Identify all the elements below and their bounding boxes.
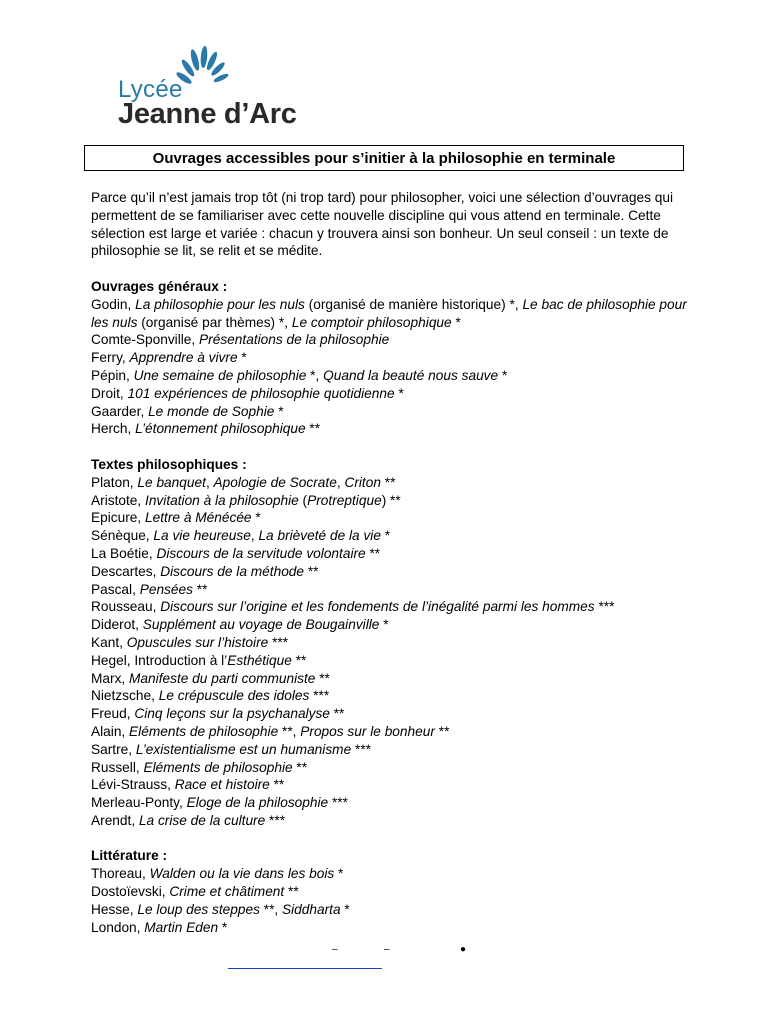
entry-text: Diderot,: [91, 617, 143, 633]
book-title: Le bac de philosophie pour les nuls: [91, 296, 687, 330]
book-entry: [91, 723, 691, 741]
section: [91, 456, 691, 830]
entry-text: **: [434, 723, 450, 739]
entry-text: Kant,: [91, 634, 127, 650]
entry-text: *: [251, 510, 261, 526]
entry-text: *: [340, 901, 350, 917]
book-entry: [91, 563, 691, 581]
book-title: Criton: [344, 474, 381, 490]
book-entry: [91, 403, 691, 421]
entry-text: Russell,: [91, 759, 144, 775]
entry-text: ,: [336, 474, 345, 490]
book-title: Quand la beauté nous sauve: [323, 367, 499, 383]
book-entry: [91, 509, 691, 527]
book-entry: [91, 883, 691, 901]
entry-text: Pépin,: [91, 367, 134, 383]
entry-text: London,: [91, 919, 145, 935]
book-title: La crise de la culture: [138, 812, 266, 828]
book-title: Eléments de philosophie: [143, 759, 293, 775]
book-title: La brièveté de la vie: [258, 528, 381, 544]
book-entry: [91, 759, 691, 777]
book-title: Cinq leçons sur la psychanalyse: [134, 706, 330, 722]
entry-text: ***: [328, 795, 348, 811]
entry-text: **: [305, 421, 321, 437]
book-entry: [91, 420, 691, 438]
book-title: Protreptique: [307, 492, 382, 508]
entry-text: Thoreau,: [91, 866, 150, 882]
entry-text: ***: [594, 599, 615, 615]
entry-text: Sartre,: [91, 741, 136, 757]
book-title: Manifeste du parti communiste: [129, 670, 316, 686]
entry-text: (: [298, 492, 308, 508]
book-title: Le monde de Sophie: [148, 403, 275, 419]
book-entry: [91, 616, 691, 634]
entry-text: Hesse,: [91, 901, 138, 917]
book-entry: [91, 296, 691, 332]
entry-text: **: [192, 581, 208, 597]
book-title: Eloge de la philosophie: [186, 795, 329, 811]
entry-text: ***: [309, 688, 330, 704]
logo-school-name: Jeanne d’Arc: [118, 98, 297, 130]
entry-text: *: [237, 350, 247, 366]
section-heading: Littérature :: [91, 848, 168, 864]
school-logo: [112, 40, 322, 140]
entry-text: Herch,: [91, 421, 136, 437]
book-title: Discours sur l’origine et les fondements de l’inégalité parmi les hommes: [160, 599, 595, 615]
entry-text: Dostoïevski,: [91, 884, 170, 900]
entry-text: La Boétie,: [91, 545, 157, 561]
entry-text: ***: [265, 812, 286, 828]
book-entry: [91, 545, 691, 563]
entry-text: ) **: [381, 492, 401, 508]
book-title: L’étonnement philosophique: [135, 421, 306, 437]
book-entry: [91, 705, 691, 723]
logo-lycee-text: Lycée: [118, 76, 183, 103]
book-title: Le banquet: [137, 474, 206, 490]
entry-text: Arendt,: [91, 812, 139, 828]
book-entry: [91, 652, 691, 670]
footer-dash-2: ‒: [384, 944, 390, 955]
section-heading: Ouvrages généraux :: [91, 278, 228, 294]
book-title: 101 expériences de philosophie quotidienne: [127, 385, 395, 401]
book-entry: [91, 919, 691, 937]
book-title: Siddharta: [282, 901, 341, 917]
entry-text: Alain,: [91, 723, 130, 739]
entry-text: **: [292, 759, 308, 775]
book-title: Invitation à la philosophie: [145, 492, 299, 508]
book-entry: [91, 794, 691, 812]
entry-text: *: [218, 919, 228, 935]
entry-text: Sénèque,: [91, 528, 154, 544]
book-entry: [91, 492, 691, 510]
document-title: Ouvrages accessibles pour s’initier à la philosophie en terminale: [84, 145, 684, 171]
book-title: Discours de la méthode: [160, 563, 305, 579]
book-title: Martin Eden: [144, 919, 219, 935]
entry-text: **: [284, 884, 299, 900]
section: [91, 278, 691, 438]
entry-text: Platon,: [91, 474, 138, 490]
book-entry: [91, 670, 691, 688]
book-entry: [91, 331, 691, 349]
book-title: Le comptoir philosophique: [291, 314, 452, 330]
book-entry: [91, 581, 691, 599]
entry-text: Freud,: [91, 706, 135, 722]
book-title: Esthétique: [227, 652, 292, 668]
entry-text: Descartes,: [91, 563, 161, 579]
book-title: Présentations de la philosophie: [199, 332, 390, 348]
entry-text: **: [291, 652, 307, 668]
entry-text: Merleau-Ponty,: [91, 795, 187, 811]
entry-text: Godin,: [91, 296, 136, 312]
book-title: Le loup des steppes: [137, 901, 260, 917]
book-title: Pensées: [139, 581, 193, 597]
entry-text: Marx,: [91, 670, 130, 686]
entry-text: Aristote,: [91, 492, 146, 508]
book-entry: [91, 367, 691, 385]
intro-paragraph: Parce qu’il n’est jamais trop tôt (ni trop tard) pour philosopher, voici une sélection d’ouvrages qui permettent de se familiariser avec cette nouvelle discipline qui vous attend en terminale. Cette sélection est large et variée : chacun y trouvera ainsi son bonheur. Un seul conseil : un texte de philosophie se lit, se relit et se médite.: [91, 190, 674, 259]
book-entry: [91, 527, 691, 545]
entry-text: Ferry,: [91, 350, 130, 366]
footer-link[interactable]: [228, 962, 382, 969]
book-title: La vie heureuse: [153, 528, 251, 544]
entry-text: Droit,: [91, 385, 128, 401]
book-title: Walden ou la vie dans les bois: [149, 866, 335, 882]
entry-text: **: [269, 777, 285, 793]
book-entry: [91, 741, 691, 759]
entry-text: ***: [268, 634, 289, 650]
book-title: Race et histoire: [174, 777, 270, 793]
book-title: Le crépuscule des idoles: [158, 688, 310, 704]
entry-text: **: [315, 670, 330, 686]
entry-text: ***: [351, 741, 371, 757]
book-entry: [91, 385, 691, 403]
book-entry: [91, 349, 691, 367]
entry-text: Lévi-Strauss,: [91, 777, 175, 793]
section-heading: Textes philosophiques :: [91, 456, 247, 472]
book-title: La philosophie pour les nuls: [135, 296, 305, 312]
entry-text: **: [380, 474, 396, 490]
book-sections: [91, 278, 691, 936]
book-entry: [91, 598, 691, 616]
entry-text: Epicure,: [91, 510, 146, 526]
footer-symbol-icon: ●: [460, 944, 467, 955]
book-entry: [91, 865, 691, 883]
entry-text: ,: [205, 474, 214, 490]
entry-text: **: [304, 563, 319, 579]
entry-text: Rousseau,: [91, 599, 161, 615]
entry-text: *: [380, 528, 391, 544]
footer-dash-1: ‒: [332, 944, 338, 955]
entry-text: (organisé de manière historique) *,: [304, 296, 523, 312]
entry-text: *,: [306, 367, 324, 383]
entry-text: *: [451, 314, 461, 330]
entry-text: **,: [259, 901, 282, 917]
entry-text: (organisé par thèmes) *,: [137, 314, 292, 330]
entry-text: **,: [278, 723, 301, 739]
book-title: Lettre à Ménécée: [145, 510, 252, 526]
book-title: Discours de la servitude volontaire: [156, 545, 366, 561]
book-title: Apprendre à vivre: [129, 350, 238, 366]
book-entry: [91, 687, 691, 705]
entry-text: Gaarder,: [91, 403, 149, 419]
book-title: L’existentialisme est un humanisme: [135, 741, 352, 757]
entry-text: *: [274, 403, 284, 419]
book-title: Apologie de Socrate: [213, 474, 337, 490]
entry-text: *: [498, 367, 508, 383]
document-body: [91, 189, 691, 954]
entry-text: Comte-Sponville,: [91, 332, 200, 348]
entry-text: *: [334, 866, 344, 882]
book-title: Opuscules sur l’histoire: [126, 634, 269, 650]
entry-text: Hegel, Introduction à l’: [91, 652, 228, 668]
book-title: Une semaine de philosophie: [133, 367, 307, 383]
book-title: Supplément au voyage de Bougainville: [142, 617, 380, 633]
book-entry: [91, 634, 691, 652]
entry-text: *: [379, 617, 389, 633]
entry-text: ,: [250, 528, 259, 544]
entry-text: **: [365, 545, 381, 561]
book-title: Eléments de philosophie: [129, 723, 279, 739]
book-entry: [91, 812, 691, 830]
section: [91, 847, 691, 936]
book-entry: [91, 901, 691, 919]
book-title: Crime et châtiment: [169, 884, 285, 900]
book-entry: [91, 474, 691, 492]
footer-marks: [0, 944, 768, 974]
entry-text: Pascal,: [91, 581, 140, 597]
book-entry: [91, 776, 691, 794]
entry-text: *: [394, 385, 404, 401]
entry-text: Nietzsche,: [91, 688, 159, 704]
entry-text: **: [329, 706, 345, 722]
book-title: Propos sur le bonheur: [300, 723, 435, 739]
